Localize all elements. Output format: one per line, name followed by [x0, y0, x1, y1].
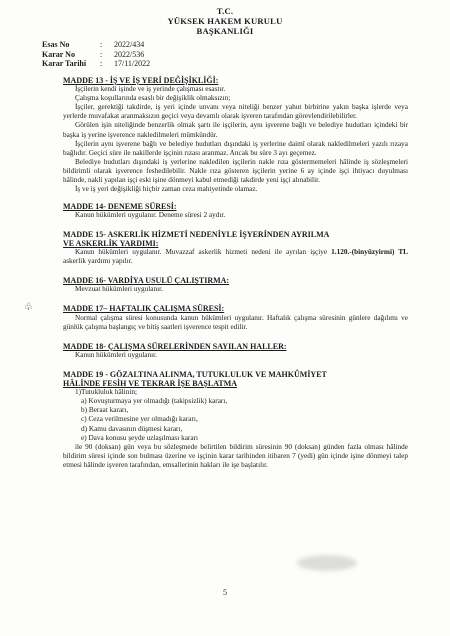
meta-value: 2022/434 — [114, 40, 145, 49]
article-17-p1: Normal çalışma süresi konusunda kanun hükümleri uygulanır. Haftalık çalışma süresinin günlere dağılımı ve günlük çalışma başlangıç ve bitiş saatleri işverence tespit edilir. — [63, 313, 408, 331]
meta-row-karar — [42, 50, 150, 60]
article-13-title: MADDE 13 - İŞ VE İŞ YERİ DEĞİŞİKLİĞİ: — [63, 76, 219, 85]
article-16-p1: Mevzuat hükümleri uygulanır. — [75, 285, 163, 294]
article-18-title: MADDE 18- ÇALIŞMA SÜRELERİNDEN SAYILAN HALLER: — [63, 341, 287, 351]
page-number: 5 — [223, 588, 227, 597]
header-department: BAŞKANLIĞI — [196, 26, 254, 36]
article-19-list-item: b) Beraat kararı, — [81, 406, 129, 415]
meta-sep: : — [100, 59, 103, 69]
meta-label: Esas No — [42, 40, 70, 49]
meta-row-esas — [42, 40, 150, 50]
meta-sep: : — [100, 49, 103, 59]
meta-value: 2022/536 — [114, 49, 145, 59]
header-institution: YÜKSEK HAKEM KURULU — [167, 16, 283, 26]
article-19-title-b: HÂLİNDE FESİH VE TEKRAR İŞE BAŞLATMA — [63, 379, 238, 389]
article-19-list-item: e) Dava konusu şeyde uzlaşılması kararı — [81, 433, 198, 442]
article-15-p1: Kanun hükümleri uygulanır. Muvazzaf askerlik hizmeti nedeni ile ayrılan işçiye 1.120.-(binyüzyirmi) TL askerlik yardımı yapılır. — [63, 248, 408, 266]
article-13-p7: İş ve iş yeri değişikliği hiçbir zaman ceza mahiyetinde olamaz. — [75, 185, 258, 194]
article-18-p1: Kanun hükümleri uygulanır. — [75, 350, 157, 359]
article-19-list-item: d) Kamu davasının düşmesi kararı, — [81, 424, 183, 433]
meta-sep: : — [100, 40, 103, 49]
article-13-p3: İşçiler, gerektiği takdirde, iş yeri içinde unvanı veya niteliği benzer yahut birbirine yakın başka işlerde veya yerlerde muvafakat aranmaksızın geçici veya devamlı olarak işveren tarafından görevlendirilebilirler. — [63, 103, 408, 121]
document-body — [63, 76, 408, 470]
article-19-p2: ile 90 (doksan) gün veya bu sözleşmede belirtilen bildirim süresinin 90 (doksan) günden fazla olması hâlinde bildirim süresi içinde son bulması üzerine ve işçinin karar tarihinden itibaren 7 (yedi) gün içinde işine dönmeyi talep etmesi hâlinde işveren tarafından, emsallerinin hakları ile işe başlatılır. — [63, 442, 408, 469]
article-13-p6: Belediye hudutları dışındaki iş yerlerine nakledilen işçilerin nakle rıza göstermemeleri hâlinde iş sözleşmeleri bildirimli olarak işverence feshedilebilir. Nakle rıza gösteren işçilerin yerine 6 ay içinde işçi ihtiyacı duyulması hâlinde, nakli yapılan işçi eski işine dönmeyi kabul etmediği takdirde yeni işçi alınabilir. — [63, 157, 408, 185]
header-tc: T.C. — [216, 6, 234, 16]
article-13-p4: Görülen işin niteliğinde benzerlik olmak şartı ile işçilerin, aynı işverene bağlı ve belediye hudutları içindeki bir başka iş yerine işverence nakledilmeleri mümkündür. — [63, 121, 408, 139]
article-19-list-item: c) Ceza verilmesine yer olmadığı kararı, — [81, 415, 198, 424]
ink-blot — [297, 555, 357, 571]
article-15-title-a: MADDE 15- ASKERLİK HİZMETİ NEDENİYLE İŞYERİNDEN AYRILMA — [63, 229, 330, 239]
article-19-p1: 1)Tutukluluk hâlinin; — [75, 388, 137, 397]
meta-value: 17/11/2022 — [114, 59, 151, 69]
article-16-title: MADDE 16- VARDİYA USULÜ ÇALIŞTIRMA: — [63, 276, 230, 286]
article-19-title-a: MADDE 19 - GÖZALTINA ALINMA, TUTUKLULUK VE MAHKÛMİYET — [63, 369, 327, 379]
article-14-p1: Kanun hükümleri uygulanır. Deneme süresi 2 aydır. — [75, 210, 226, 219]
article-14-title: MADDE 14- DENEME SÜRESİ: — [63, 201, 177, 211]
meta-row-date — [42, 59, 150, 69]
article-15-title-b: VE ASKERLİK YARDIMI: — [63, 239, 159, 248]
article-13-p1: İşçilerin kendi işinde ve iş yerinde çalışması esastır. — [75, 85, 226, 94]
case-metadata — [42, 40, 150, 69]
article-17-title: MADDE 17– HAFTALIK ÇALIŞMA SÜRESİ: — [63, 304, 225, 314]
document-header — [0, 6, 450, 36]
margin-mark-icon: ♧ — [24, 302, 33, 313]
meta-label: Karar Tarihi — [42, 59, 87, 69]
meta-label: Karar No — [42, 49, 75, 59]
article-19-list-item: a) Kovuşturmaya yer olmadığı (takipsizlik) kararı, — [81, 397, 228, 406]
article-13-p2: Çalışma koşullarında esaslı bir değişiklik olmaksızın; — [75, 94, 231, 103]
article-13-p5: İşçilerin aynı işverene bağlı ve belediye hudutları dışındaki iş yerlerine daimî olarak nakledilmeleri yazılı rızaya bağlıdır. Geçici süre ile nakillerde işçinin rızası aranmaz. Ancak bu süre 3 ayı geçemez. — [63, 139, 408, 157]
